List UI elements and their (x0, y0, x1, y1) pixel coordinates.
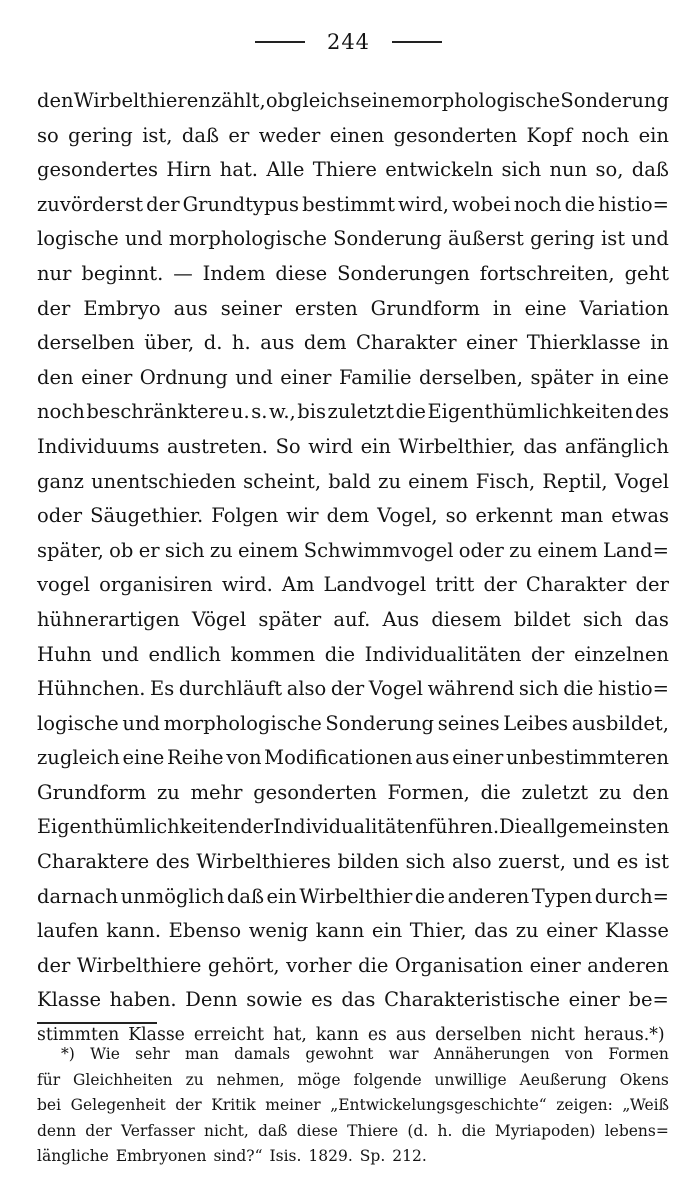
text-line: so gering ist, daß er weder einen gesonderten Kopf noch ein (37, 123, 669, 147)
header-rule-right (392, 41, 442, 43)
footnote-separator (37, 1022, 157, 1024)
footnote-line: bei Gelegenheit der Kritik meiner „Entwickelungsgeschichte“ zeigen: „Weiß (37, 1096, 669, 1114)
footnote-line: denn der Verfasser nicht, daß diese Thiere (d. h. die Myriapoden) lebens= (37, 1121, 669, 1140)
text-line: darnach unmöglich daß ein Wirbelthier die anderen Typen durch= (37, 884, 669, 908)
text-line: der Embryo aus seiner ersten Grundform in eine Variation (37, 296, 669, 320)
text-line: logische und morphologische Sonderung äußerst gering ist und (37, 227, 669, 251)
text-line: Huhn und endlich kommen die Individualitäten der einzelnen (37, 642, 669, 666)
text-line: Klasse haben. Denn sowie es das Charakteristische einer be= (37, 988, 669, 1012)
footnote (37, 1042, 669, 1170)
page-number: 244 (326, 30, 371, 54)
text-line: vogel organisiren wird. Am Landvogel tritt der Charakter der (37, 573, 669, 597)
text-line: den einer Ordnung und einer Familie derselben, später in eine (37, 365, 669, 389)
text-line: hühnerartigen Vögel später auf. Aus diesem bildet sich das (37, 607, 669, 631)
text-line: ganz unentschieden scheint, bald zu einem Fisch, Reptil, Vogel (37, 469, 669, 493)
text-line: Eigenthümlichkeiten der Individualitäten führen. Die allgemeinsten (37, 815, 670, 839)
text-line: gesondertes Hirn hat. Alle Thiere entwickeln sich nun so, daß (37, 158, 669, 182)
text-line: zuvörderst der Grundtypus bestimmt wird, wobei noch die histio= (37, 192, 669, 216)
footnote-line: längliche Embryonen sind?“ Isis. 1829. Sp. 212. (37, 1147, 427, 1165)
text-line: Charaktere des Wirbelthieres bilden sich also zuerst, und es ist (37, 850, 669, 874)
footnote-line: *) Wie sehr man damals gewohnt war Annäherungen von Formen (61, 1045, 669, 1063)
text-line: Hühnchen. Es durchläuft also der Vogel während sich die histio= (37, 677, 669, 701)
text-line: später, ob er sich zu einem Schwimmvogel oder zu einem Land= (37, 538, 669, 562)
text-line: den Wirbelthieren zählt, obgleich seine morphologische Sonderung (37, 89, 669, 112)
header-rule-left (255, 41, 305, 43)
text-line: logische und morphologische Sonderung seines Leibes ausbildet, (37, 711, 669, 735)
footnote-line: für Gleichheiten zu nehmen, möge folgende unwillige Aeußerung Okens (37, 1070, 669, 1089)
text-line: zugleich eine Reihe von Modificationen aus einer unbestimmteren (37, 746, 669, 770)
main-text (37, 84, 669, 1053)
page-header (0, 30, 697, 54)
text-line: der Wirbelthiere gehört, vorher die Organisation einer anderen (37, 953, 669, 977)
text-line: stimmten Klasse erreicht hat, kann es aus derselben nicht heraus.*) (37, 1025, 665, 1046)
text-line: oder Säugethier. Folgen wir dem Vogel, so erkennt man etwas (37, 504, 669, 528)
text-line: noch beschränktere u. s. w., bis zuletzt die Eigenthümlichkeiten des (37, 400, 669, 424)
text-line: Individuums austreten. So wird ein Wirbelthier, das anfänglich (37, 434, 669, 458)
text-line: laufen kann. Ebenso wenig kann ein Thier, das zu einer Klasse (37, 919, 669, 943)
text-line: derselben über, d. h. aus dem Charakter einer Thierklasse in (37, 331, 669, 355)
text-line: Grundform zu mehr gesonderten Formen, die zuletzt zu den (37, 780, 669, 804)
text-line: nur beginnt. — Indem diese Sonderungen fortschreiten, geht (37, 261, 669, 285)
